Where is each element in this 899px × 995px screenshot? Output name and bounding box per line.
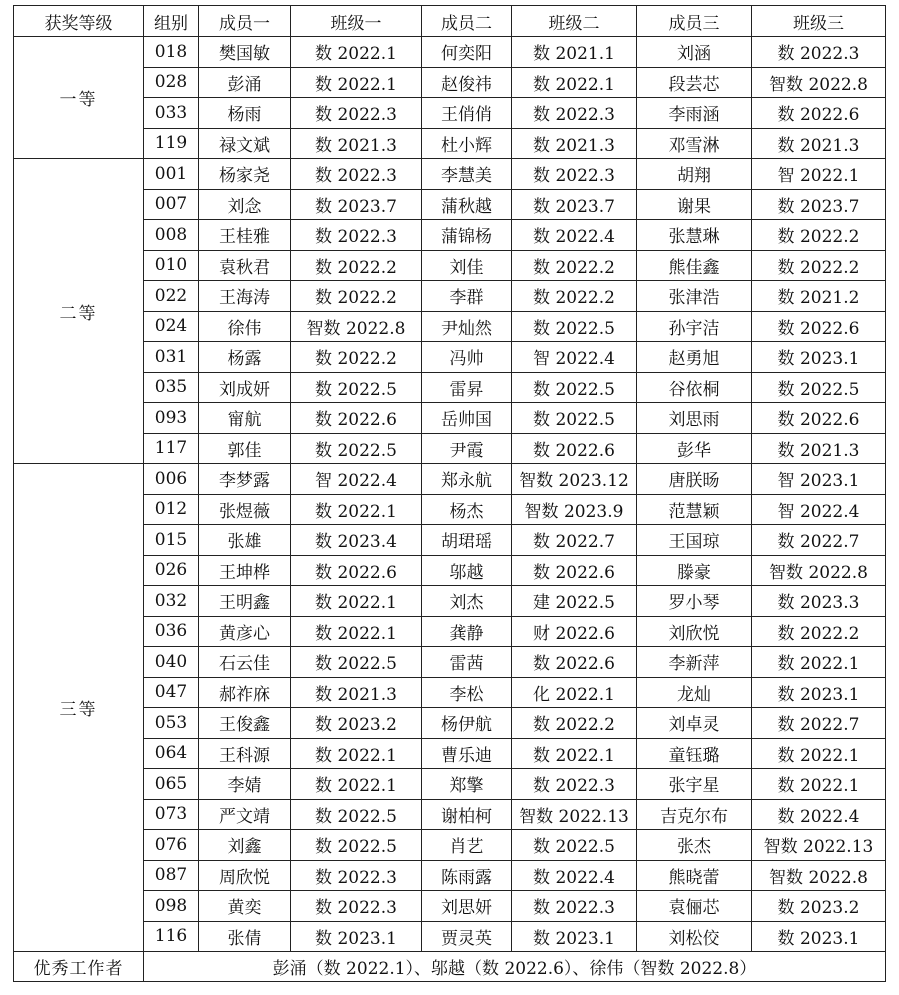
- column-header: 成员三: [637, 6, 752, 37]
- member2-class-cell: 数 2022.2: [512, 281, 637, 312]
- table-row: [14, 647, 886, 678]
- member1-name-cell: 王科源: [199, 738, 291, 769]
- member1-class-cell: 数 2022.2: [291, 342, 422, 373]
- member2-class-cell: 数 2022.7: [512, 525, 637, 556]
- member3-name-cell: 谢果: [637, 189, 752, 220]
- group-id-cell: 098: [144, 891, 199, 922]
- header-row: [14, 6, 886, 37]
- member2-name-cell: 刘杰: [422, 586, 512, 617]
- member3-class-cell: 数 2021.3: [752, 128, 886, 159]
- group-id-cell: 022: [144, 281, 199, 312]
- member1-class-cell: 数 2023.7: [291, 189, 422, 220]
- member1-class-cell: 数 2021.3: [291, 677, 422, 708]
- member3-class-cell: 数 2022.2: [752, 250, 886, 281]
- table-row: [14, 860, 886, 891]
- member2-name-cell: 谢柏柯: [422, 799, 512, 830]
- member1-name-cell: 刘念: [199, 189, 291, 220]
- footer-row: [14, 952, 886, 982]
- table-row: [14, 769, 886, 800]
- member3-name-cell: 滕豪: [637, 555, 752, 586]
- table-row: [14, 250, 886, 281]
- group-id-cell: 093: [144, 403, 199, 434]
- table-row: [14, 616, 886, 647]
- member1-name-cell: 禄文斌: [199, 128, 291, 159]
- member2-name-cell: 尹霞: [422, 433, 512, 464]
- member1-name-cell: 李梦露: [199, 464, 291, 495]
- member3-name-cell: 孙宇洁: [637, 311, 752, 342]
- member2-class-cell: 数 2022.4: [512, 220, 637, 251]
- member2-class-cell: 智数 2023.12: [512, 464, 637, 495]
- group-id-cell: 073: [144, 799, 199, 830]
- member2-class-cell: 数 2023.7: [512, 189, 637, 220]
- group-id-cell: 087: [144, 860, 199, 891]
- group-id-cell: 036: [144, 616, 199, 647]
- member1-class-cell: 数 2022.1: [291, 769, 422, 800]
- group-id-cell: 119: [144, 128, 199, 159]
- member2-name-cell: 杨杰: [422, 494, 512, 525]
- member1-class-cell: 数 2022.5: [291, 433, 422, 464]
- member1-name-cell: 刘鑫: [199, 830, 291, 861]
- member1-class-cell: 数 2021.3: [291, 128, 422, 159]
- member1-class-cell: 数 2022.1: [291, 37, 422, 68]
- member2-name-cell: 李群: [422, 281, 512, 312]
- group-id-cell: 008: [144, 220, 199, 251]
- member2-name-cell: 尹灿然: [422, 311, 512, 342]
- group-id-cell: 007: [144, 189, 199, 220]
- member1-class-cell: 数 2022.5: [291, 799, 422, 830]
- member1-class-cell: 数 2022.6: [291, 555, 422, 586]
- award-grade-cell: 二等: [14, 159, 144, 464]
- table-row: [14, 921, 886, 952]
- group-id-cell: 065: [144, 769, 199, 800]
- table-row: [14, 891, 886, 922]
- table-row: [14, 372, 886, 403]
- member2-class-cell: 数 2022.6: [512, 433, 637, 464]
- member3-class-cell: 数 2022.2: [752, 220, 886, 251]
- member3-class-cell: 数 2022.1: [752, 647, 886, 678]
- member1-class-cell: 数 2022.5: [291, 372, 422, 403]
- member3-name-cell: 李新萍: [637, 647, 752, 678]
- group-id-cell: 012: [144, 494, 199, 525]
- member1-class-cell: 数 2022.3: [291, 159, 422, 190]
- member1-name-cell: 樊国敏: [199, 37, 291, 68]
- member2-class-cell: 建 2022.5: [512, 586, 637, 617]
- table-row: [14, 708, 886, 739]
- group-id-cell: 047: [144, 677, 199, 708]
- member1-name-cell: 王明鑫: [199, 586, 291, 617]
- member1-name-cell: 袁秋君: [199, 250, 291, 281]
- table-row: [14, 799, 886, 830]
- table-row: [14, 555, 886, 586]
- member1-class-cell: 数 2023.4: [291, 525, 422, 556]
- member1-name-cell: 杨雨: [199, 98, 291, 129]
- table-row: [14, 433, 886, 464]
- member3-class-cell: 智数 2022.8: [752, 555, 886, 586]
- member1-name-cell: 郭佳: [199, 433, 291, 464]
- member2-name-cell: 贾灵英: [422, 921, 512, 952]
- member2-name-cell: 雷昇: [422, 372, 512, 403]
- table-row: [14, 677, 886, 708]
- table-row: [14, 220, 886, 251]
- member2-name-cell: 刘佳: [422, 250, 512, 281]
- table-footer: [14, 952, 886, 982]
- member3-name-cell: 刘思雨: [637, 403, 752, 434]
- member1-name-cell: 杨家尧: [199, 159, 291, 190]
- member3-class-cell: 智数 2022.13: [752, 830, 886, 861]
- member1-class-cell: 数 2023.2: [291, 708, 422, 739]
- table-row: [14, 98, 886, 129]
- member3-class-cell: 数 2023.1: [752, 677, 886, 708]
- table-row: [14, 281, 886, 312]
- member1-name-cell: 王桂雅: [199, 220, 291, 251]
- award-grade-cell: 一等: [14, 37, 144, 159]
- member1-name-cell: 杨露: [199, 342, 291, 373]
- member2-name-cell: 何奕阳: [422, 37, 512, 68]
- member3-class-cell: 数 2022.2: [752, 616, 886, 647]
- group-id-cell: 015: [144, 525, 199, 556]
- member1-name-cell: 李婧: [199, 769, 291, 800]
- table-row: [14, 67, 886, 98]
- awards-table: [13, 5, 886, 982]
- column-header: 获奖等级: [14, 6, 144, 37]
- member3-class-cell: 智数 2022.8: [752, 67, 886, 98]
- member2-name-cell: 肖艺: [422, 830, 512, 861]
- member3-name-cell: 童钰璐: [637, 738, 752, 769]
- group-id-cell: 117: [144, 433, 199, 464]
- member1-name-cell: 甯航: [199, 403, 291, 434]
- member2-class-cell: 数 2023.1: [512, 921, 637, 952]
- award-grade-cell: 三等: [14, 464, 144, 952]
- member3-class-cell: 数 2022.6: [752, 403, 886, 434]
- member3-class-cell: 数 2023.3: [752, 586, 886, 617]
- member1-name-cell: 王坤桦: [199, 555, 291, 586]
- table-body: [14, 37, 886, 952]
- member3-name-cell: 熊晓蕾: [637, 860, 752, 891]
- table-row: [14, 525, 886, 556]
- member1-name-cell: 张煜薇: [199, 494, 291, 525]
- member2-name-cell: 蒲秋越: [422, 189, 512, 220]
- member3-name-cell: 彭华: [637, 433, 752, 464]
- table-row: [14, 830, 886, 861]
- member2-name-cell: 赵俊祎: [422, 67, 512, 98]
- member3-name-cell: 熊佳鑫: [637, 250, 752, 281]
- member3-class-cell: 数 2023.7: [752, 189, 886, 220]
- column-header: 班级三: [752, 6, 886, 37]
- member2-class-cell: 数 2022.5: [512, 372, 637, 403]
- member3-class-cell: 数 2021.3: [752, 433, 886, 464]
- member2-class-cell: 智 2022.4: [512, 342, 637, 373]
- member3-name-cell: 赵勇旭: [637, 342, 752, 373]
- member2-class-cell: 化 2022.1: [512, 677, 637, 708]
- member2-class-cell: 数 2022.4: [512, 860, 637, 891]
- column-header: 成员二: [422, 6, 512, 37]
- member2-class-cell: 数 2022.2: [512, 250, 637, 281]
- member2-class-cell: 数 2022.6: [512, 647, 637, 678]
- member2-name-cell: 李慧美: [422, 159, 512, 190]
- member1-class-cell: 数 2022.3: [291, 891, 422, 922]
- column-header: 班级一: [291, 6, 422, 37]
- member3-name-cell: 唐朕旸: [637, 464, 752, 495]
- table-row: [14, 311, 886, 342]
- member3-class-cell: 数 2022.3: [752, 37, 886, 68]
- member3-class-cell: 数 2021.2: [752, 281, 886, 312]
- group-id-cell: 064: [144, 738, 199, 769]
- member3-name-cell: 邓雪淋: [637, 128, 752, 159]
- group-id-cell: 116: [144, 921, 199, 952]
- table-row: [14, 586, 886, 617]
- member3-class-cell: 智 2023.1: [752, 464, 886, 495]
- member1-name-cell: 郝祚庥: [199, 677, 291, 708]
- member2-name-cell: 杜小辉: [422, 128, 512, 159]
- group-id-cell: 028: [144, 67, 199, 98]
- member2-class-cell: 数 2022.3: [512, 98, 637, 129]
- member3-name-cell: 袁俪芯: [637, 891, 752, 922]
- member1-name-cell: 张倩: [199, 921, 291, 952]
- member2-class-cell: 数 2021.3: [512, 128, 637, 159]
- member2-name-cell: 岳帅国: [422, 403, 512, 434]
- member2-class-cell: 智数 2023.9: [512, 494, 637, 525]
- group-id-cell: 053: [144, 708, 199, 739]
- member1-class-cell: 数 2022.5: [291, 647, 422, 678]
- group-id-cell: 032: [144, 586, 199, 617]
- member1-name-cell: 彭涌: [199, 67, 291, 98]
- member1-name-cell: 王海涛: [199, 281, 291, 312]
- member2-class-cell: 数 2022.1: [512, 67, 637, 98]
- member2-class-cell: 数 2022.2: [512, 708, 637, 739]
- table-header: [14, 6, 886, 37]
- member1-class-cell: 智数 2022.8: [291, 311, 422, 342]
- member1-name-cell: 严文靖: [199, 799, 291, 830]
- member3-name-cell: 罗小琴: [637, 586, 752, 617]
- member2-class-cell: 数 2022.5: [512, 403, 637, 434]
- member3-name-cell: 龙灿: [637, 677, 752, 708]
- member2-name-cell: 李松: [422, 677, 512, 708]
- member1-class-cell: 数 2022.6: [291, 403, 422, 434]
- member1-name-cell: 周欣悦: [199, 860, 291, 891]
- member1-name-cell: 黄奕: [199, 891, 291, 922]
- member2-name-cell: 雷茜: [422, 647, 512, 678]
- member2-name-cell: 曹乐迪: [422, 738, 512, 769]
- member1-class-cell: 数 2022.1: [291, 616, 422, 647]
- member3-name-cell: 范慧颖: [637, 494, 752, 525]
- group-id-cell: 010: [144, 250, 199, 281]
- member1-name-cell: 王俊鑫: [199, 708, 291, 739]
- member3-class-cell: 智 2022.1: [752, 159, 886, 190]
- table-row: [14, 189, 886, 220]
- member1-class-cell: 数 2022.5: [291, 830, 422, 861]
- member1-name-cell: 徐伟: [199, 311, 291, 342]
- member2-name-cell: 郑永航: [422, 464, 512, 495]
- member3-class-cell: 数 2022.6: [752, 311, 886, 342]
- table-row: [14, 128, 886, 159]
- member1-class-cell: 数 2022.1: [291, 586, 422, 617]
- member3-class-cell: 数 2023.1: [752, 342, 886, 373]
- member1-name-cell: 张雄: [199, 525, 291, 556]
- group-id-cell: 018: [144, 37, 199, 68]
- table-row: [14, 738, 886, 769]
- member2-class-cell: 数 2022.5: [512, 830, 637, 861]
- member3-class-cell: 智 2022.4: [752, 494, 886, 525]
- table-row: [14, 159, 886, 190]
- member1-class-cell: 智 2022.4: [291, 464, 422, 495]
- table-row: [14, 342, 886, 373]
- column-header: 班级二: [512, 6, 637, 37]
- member2-class-cell: 数 2022.3: [512, 769, 637, 800]
- member2-name-cell: 胡珺瑶: [422, 525, 512, 556]
- member3-name-cell: 刘松佼: [637, 921, 752, 952]
- member3-class-cell: 数 2023.1: [752, 921, 886, 952]
- member1-class-cell: 数 2022.1: [291, 494, 422, 525]
- member3-name-cell: 张慧琳: [637, 220, 752, 251]
- table-row: [14, 403, 886, 434]
- member3-name-cell: 张杰: [637, 830, 752, 861]
- group-id-cell: 024: [144, 311, 199, 342]
- member3-name-cell: 胡翔: [637, 159, 752, 190]
- group-id-cell: 035: [144, 372, 199, 403]
- member2-class-cell: 数 2022.3: [512, 891, 637, 922]
- member2-class-cell: 数 2022.1: [512, 738, 637, 769]
- member2-class-cell: 数 2022.3: [512, 159, 637, 190]
- member1-name-cell: 刘成妍: [199, 372, 291, 403]
- member2-class-cell: 智数 2022.13: [512, 799, 637, 830]
- member3-name-cell: 李雨涵: [637, 98, 752, 129]
- member1-class-cell: 数 2022.2: [291, 250, 422, 281]
- member2-name-cell: 冯帅: [422, 342, 512, 373]
- member3-class-cell: 数 2023.2: [752, 891, 886, 922]
- member3-class-cell: 数 2022.4: [752, 799, 886, 830]
- member3-name-cell: 吉克尔布: [637, 799, 752, 830]
- member3-class-cell: 数 2022.6: [752, 98, 886, 129]
- outstanding-worker-list: 彭涌（数 2022.1）、邬越（数 2022.6）、徐伟（智数 2022.8）: [144, 952, 886, 982]
- member3-class-cell: 智数 2022.8: [752, 860, 886, 891]
- member2-class-cell: 数 2022.6: [512, 555, 637, 586]
- member1-class-cell: 数 2022.1: [291, 67, 422, 98]
- member1-class-cell: 数 2022.3: [291, 220, 422, 251]
- member2-name-cell: 郑擎: [422, 769, 512, 800]
- member3-class-cell: 数 2022.7: [752, 525, 886, 556]
- member2-class-cell: 财 2022.6: [512, 616, 637, 647]
- member1-class-cell: 数 2022.3: [291, 860, 422, 891]
- member3-name-cell: 张津浩: [637, 281, 752, 312]
- table-row: [14, 464, 886, 495]
- member3-name-cell: 刘涵: [637, 37, 752, 68]
- group-id-cell: 040: [144, 647, 199, 678]
- column-header: 组别: [144, 6, 199, 37]
- member1-class-cell: 数 2022.1: [291, 738, 422, 769]
- member1-name-cell: 石云佳: [199, 647, 291, 678]
- member3-name-cell: 刘欣悦: [637, 616, 752, 647]
- group-id-cell: 076: [144, 830, 199, 861]
- member2-name-cell: 邬越: [422, 555, 512, 586]
- member3-name-cell: 张宇星: [637, 769, 752, 800]
- member1-class-cell: 数 2022.2: [291, 281, 422, 312]
- member3-name-cell: 段芸芯: [637, 67, 752, 98]
- member3-class-cell: 数 2022.1: [752, 769, 886, 800]
- table-row: [14, 37, 886, 68]
- member2-class-cell: 数 2021.1: [512, 37, 637, 68]
- outstanding-worker-label: 优秀工作者: [14, 952, 144, 982]
- group-id-cell: 026: [144, 555, 199, 586]
- member1-name-cell: 黄彦心: [199, 616, 291, 647]
- member3-class-cell: 数 2022.7: [752, 708, 886, 739]
- member3-class-cell: 数 2022.1: [752, 738, 886, 769]
- member2-class-cell: 数 2022.5: [512, 311, 637, 342]
- member2-name-cell: 蒲锦杨: [422, 220, 512, 251]
- group-id-cell: 006: [144, 464, 199, 495]
- group-id-cell: 033: [144, 98, 199, 129]
- member2-name-cell: 杨伊航: [422, 708, 512, 739]
- column-header: 成员一: [199, 6, 291, 37]
- member1-class-cell: 数 2022.3: [291, 98, 422, 129]
- member2-name-cell: 龚静: [422, 616, 512, 647]
- member3-name-cell: 谷依桐: [637, 372, 752, 403]
- member1-class-cell: 数 2023.1: [291, 921, 422, 952]
- group-id-cell: 031: [144, 342, 199, 373]
- member3-class-cell: 数 2022.5: [752, 372, 886, 403]
- member3-name-cell: 王国琼: [637, 525, 752, 556]
- table-row: [14, 494, 886, 525]
- member3-name-cell: 刘卓灵: [637, 708, 752, 739]
- member2-name-cell: 刘思妍: [422, 891, 512, 922]
- member2-name-cell: 王俏俏: [422, 98, 512, 129]
- group-id-cell: 001: [144, 159, 199, 190]
- member2-name-cell: 陈雨露: [422, 860, 512, 891]
